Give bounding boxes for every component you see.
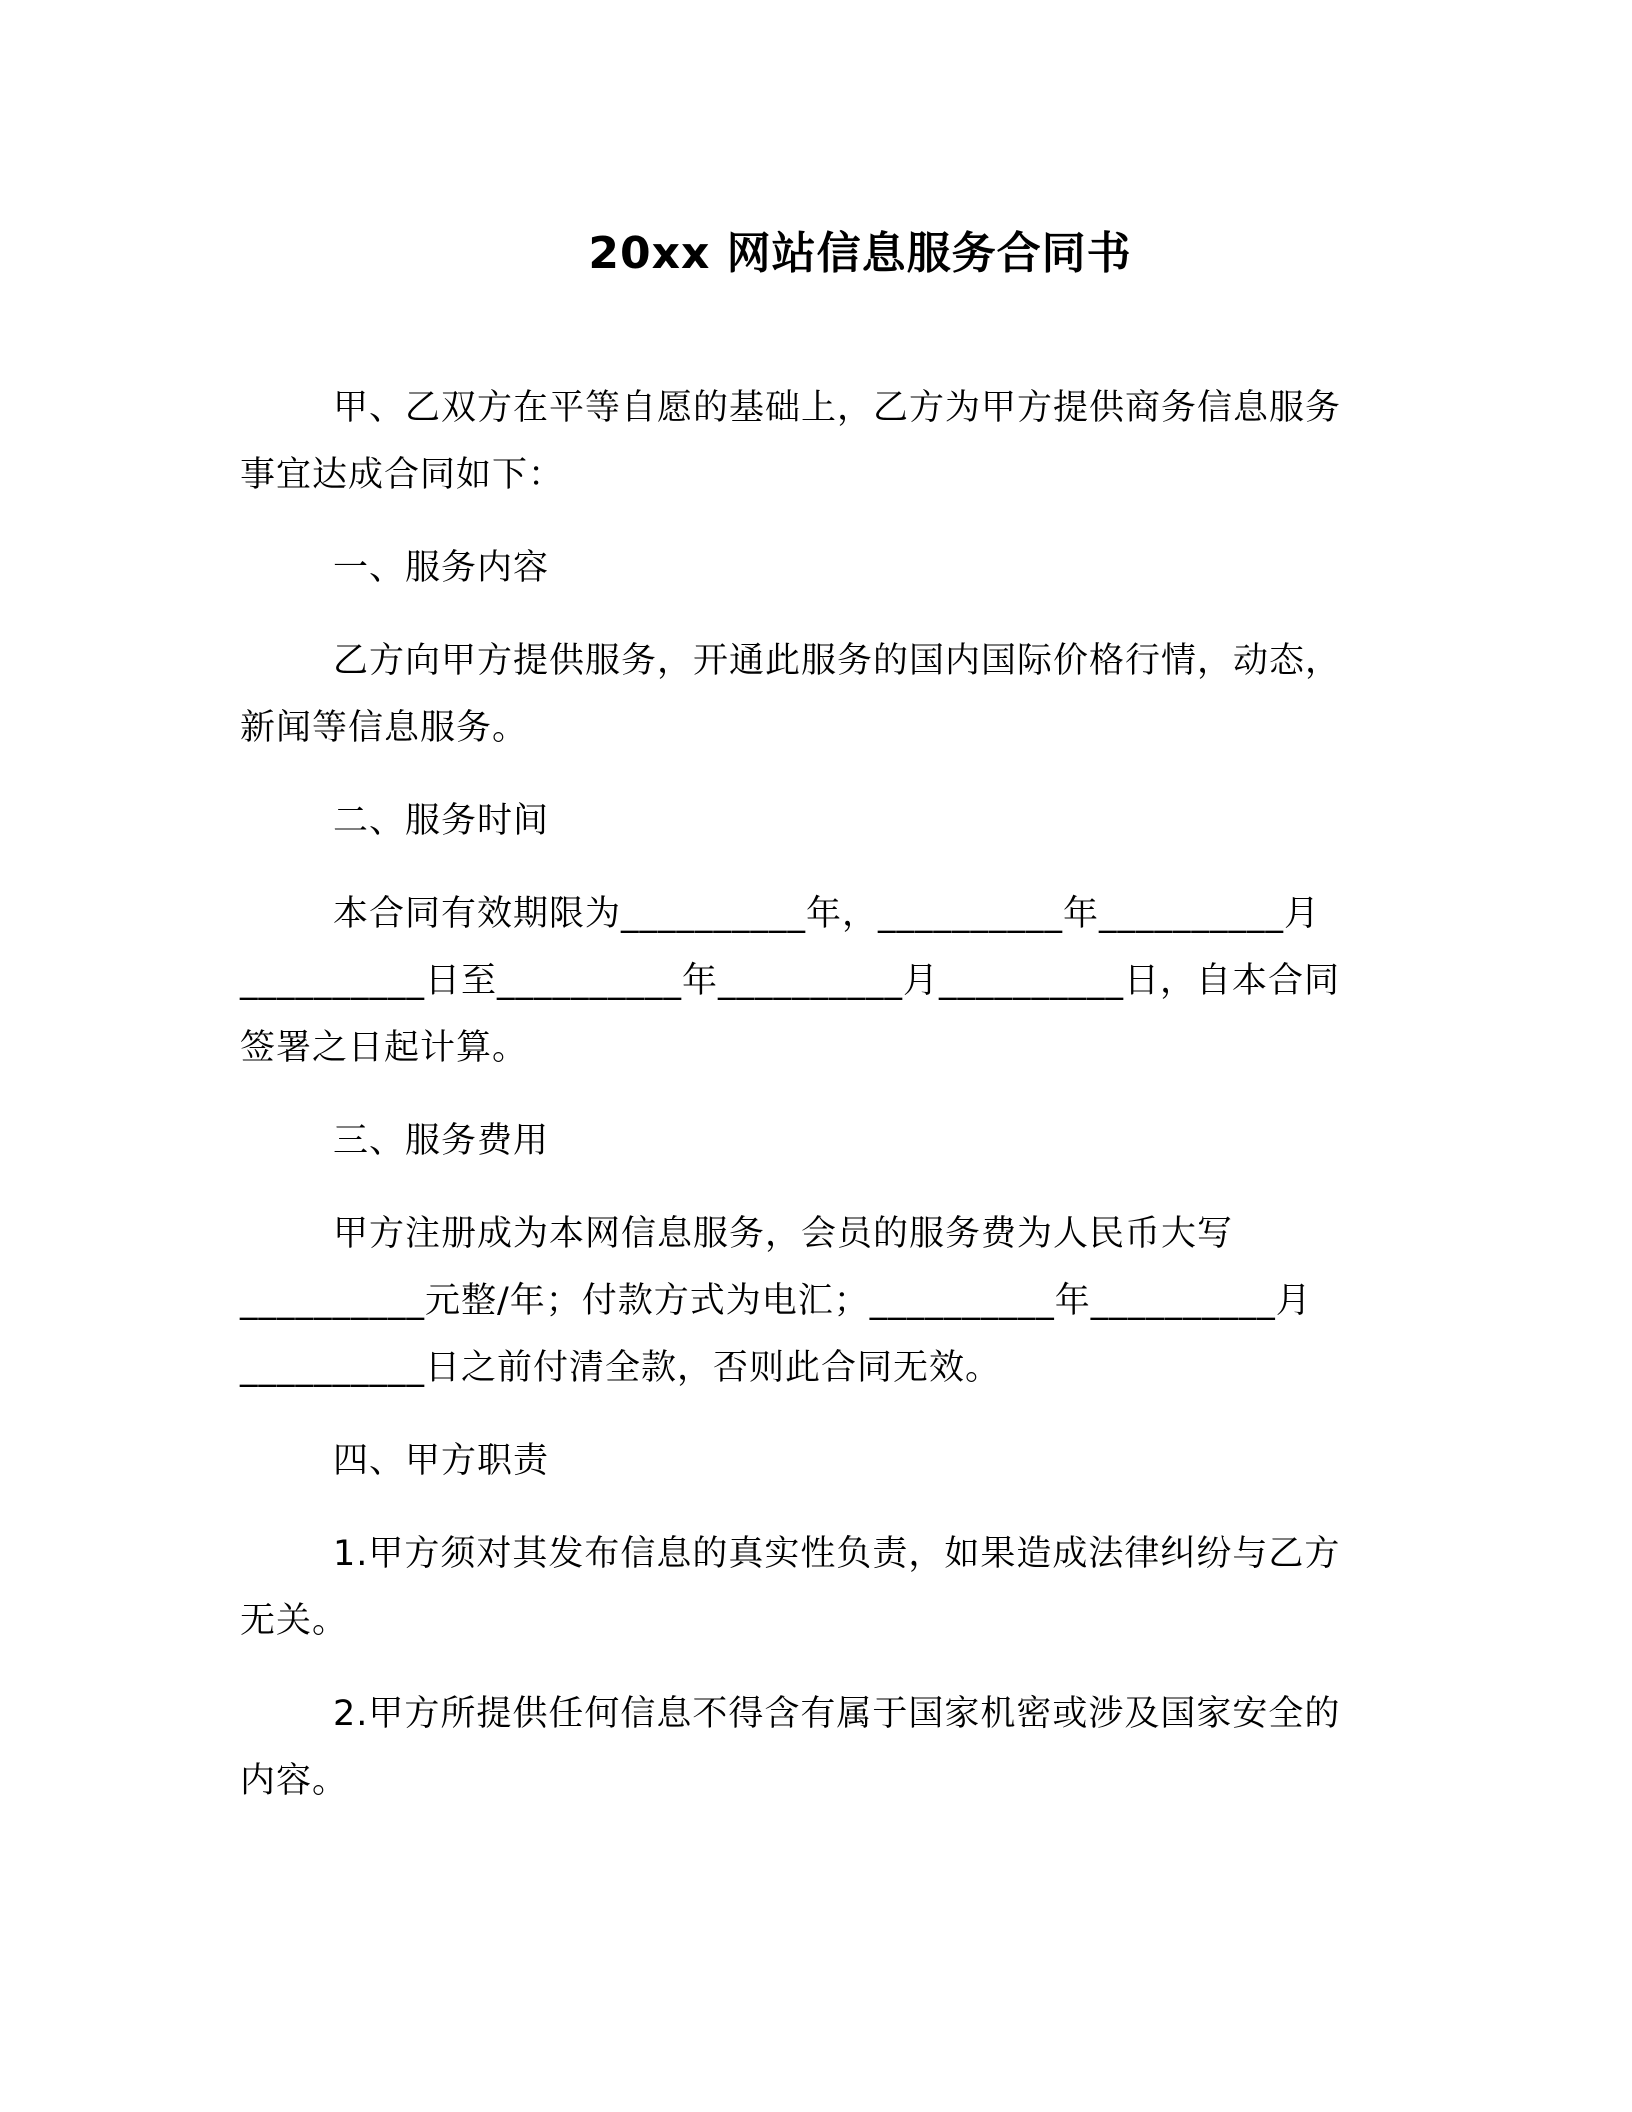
service-content-line-2: 新闻等信息服务。 bbox=[240, 708, 529, 748]
section-heading-service-time: 二、服务时间 bbox=[333, 801, 550, 841]
service-fee-line-3: __________日之前付清全款，否则此合同无效。 bbox=[240, 1348, 1002, 1388]
section-heading-party-a-duties: 四、甲方职责 bbox=[333, 1441, 550, 1481]
duty-1-line-2: 无关。 bbox=[240, 1601, 349, 1641]
duty-2-line-2: 内容。 bbox=[240, 1761, 349, 1801]
service-time-line-3: 签署之日起计算。 bbox=[240, 1028, 529, 1068]
service-content-line-1: 乙方向甲方提供服务，开通此服务的国内国际价格行情，动态， bbox=[333, 641, 1342, 681]
section-heading-service-fee: 三、服务费用 bbox=[333, 1121, 550, 1161]
duty-2-line-1: 2.甲方所提供任何信息不得含有属于国家机密或涉及国家安全的 bbox=[333, 1694, 1341, 1734]
service-fee-line-2: __________元整/年；付款方式为电汇；__________年__________月 bbox=[240, 1281, 1312, 1321]
service-time-line-1: 本合同有效期限为__________年，__________年__________月 bbox=[333, 894, 1321, 934]
service-fee-line-1: 甲方注册成为本网信息服务，会员的服务费为人民币大写 bbox=[333, 1214, 1234, 1254]
page-title: 20xx 网站信息服务合同书 bbox=[588, 228, 1132, 279]
section-heading-service-content: 一、服务内容 bbox=[333, 548, 550, 588]
intro-line-2: 事宜达成合同如下： bbox=[240, 455, 565, 495]
intro-line-1: 甲、乙双方在平等自愿的基础上，乙方为甲方提供商务信息服务 bbox=[333, 388, 1342, 428]
service-time-line-2: __________日至__________年__________月__________日，自本合同 bbox=[240, 961, 1341, 1001]
duty-1-line-1: 1.甲方须对其发布信息的真实性负责，如果造成法律纠纷与乙方 bbox=[333, 1534, 1341, 1574]
